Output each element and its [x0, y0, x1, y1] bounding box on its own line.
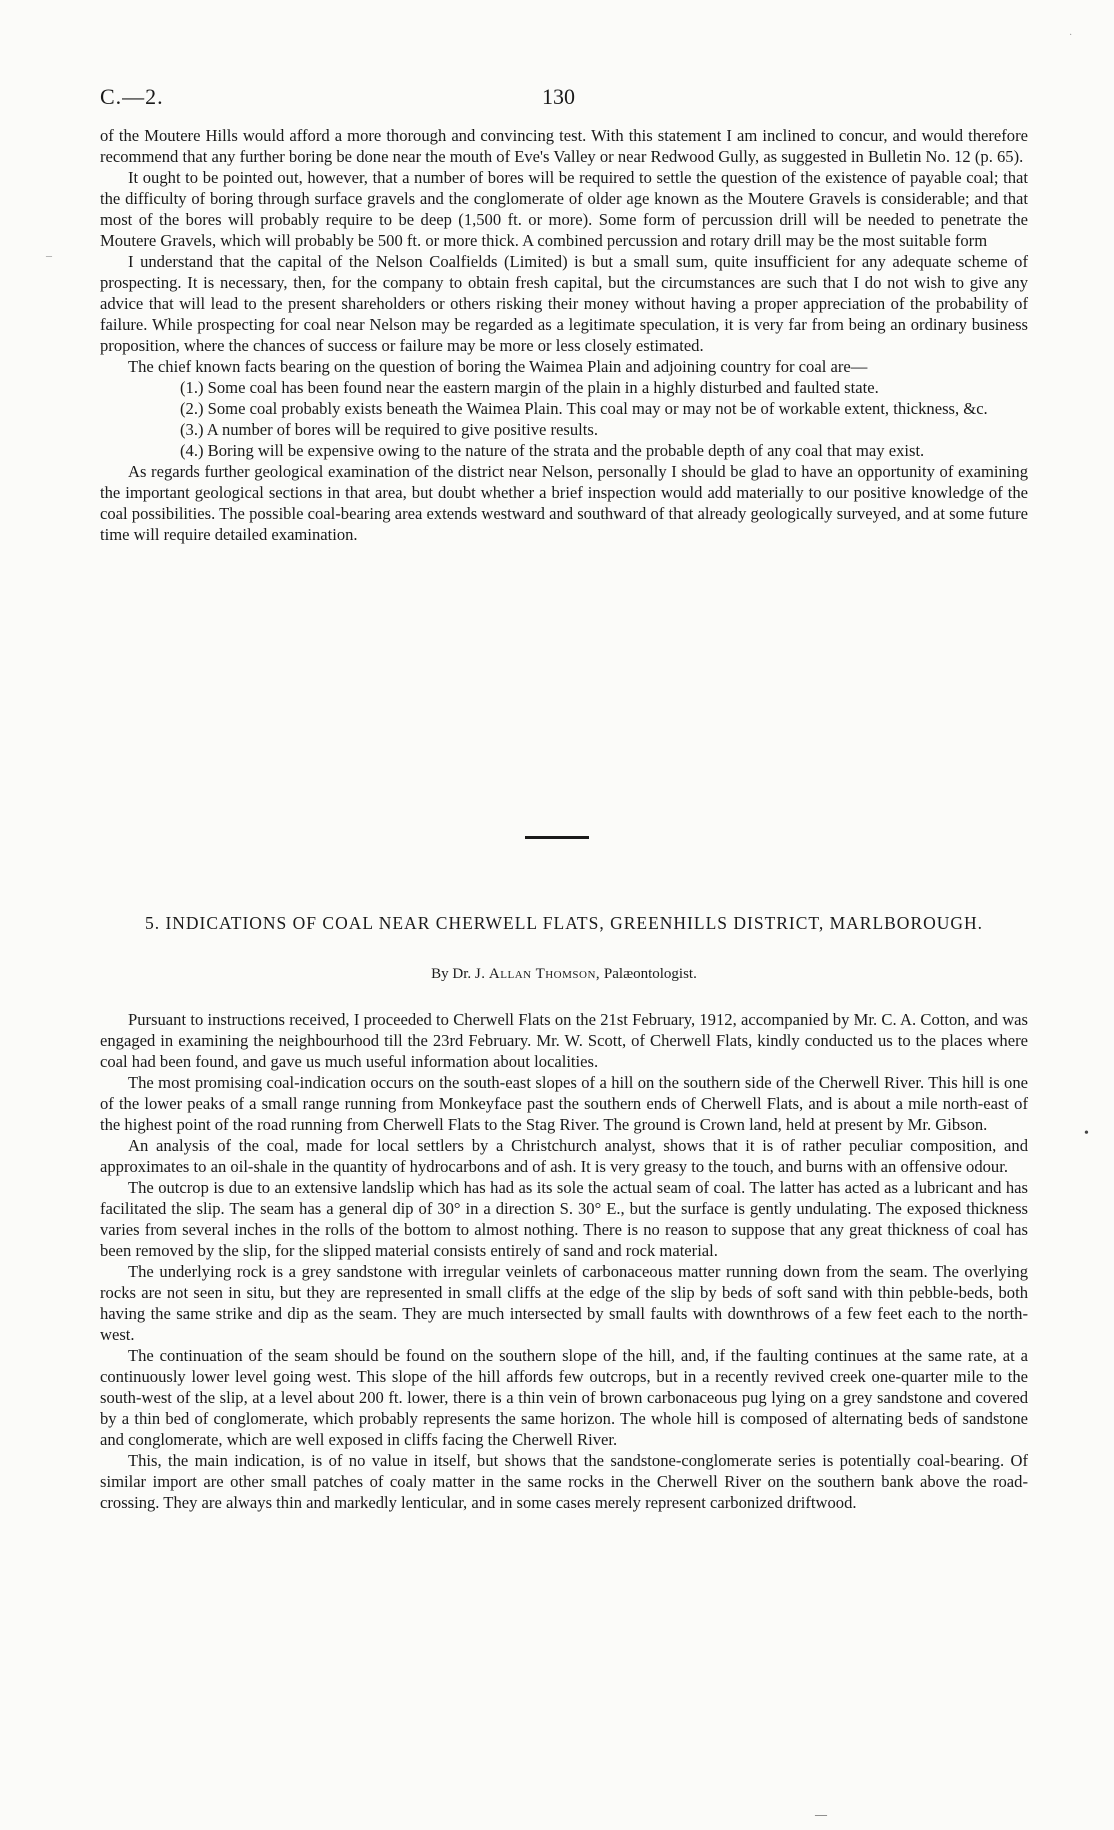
- continued-text: [100, 125, 1028, 545]
- list-item: (4.) Boring will be expensive owing to the nature of the strata and the probable depth of any coal that may exist.: [180, 441, 925, 460]
- paragraph: As regards further geological examination of the district near Nelson, personally I should be glad to have an opportunity of examining the important geological sections in that area, but doubt whether a brief inspection would add materially to our positive knowledge of the coal possibilities. The possible coal-bearing area extends westward and southward of that already geologically surveyed, and at some future time will require detailed examination.: [100, 462, 1028, 544]
- section-divider: [525, 836, 589, 839]
- paragraph: This, the main indication, is of no value in itself, but shows that the sandstone-conglomerate series is potentially coal-bearing. Of similar import are other small patches of coaly matter in the same rocks in the Cherwell River on the southern bank above the road-crossing. They are always thin and markedly lenticular, and in some cases merely represent carbonized driftwood.: [100, 1451, 1028, 1512]
- page-number: 130: [542, 84, 575, 109]
- page-header: [100, 84, 1028, 114]
- section-title: 5. INDICATIONS OF COAL NEAR CHERWELL FLATS, GREENHILLS DISTRICT, MARLBOROUGH.: [144, 913, 984, 933]
- paragraph: I understand that the capital of the Nelson Coalfields (Limited) is but a small sum, quite insufficient for any adequate scheme of prospecting. It is necessary, then, for the company to obtain fresh capital, but the circumstances are such that I do not wish to give any advice that will lead to the present shareholders or others risking their money without having a proper appreciation of the probability of failure. While prospecting for coal near Nelson may be regarded as a legitimate speculation, it is very far from being an ordinary business proposition, where the chances of success or failure may be more or less closely estimated.: [100, 252, 1028, 355]
- paragraph: The chief known facts bearing on the question of boring the Waimea Plain and adjoining country for coal are—: [128, 357, 868, 376]
- paragraph: of the Moutere Hills would afford a more thorough and convincing test. With this statement I am inclined to concur, and would therefore recommend that any further boring be done near the mouth of Eve's Valley or near Redwood Gully, as suggested in Bulletin No. 12 (p. 65).: [100, 126, 1028, 166]
- list-item: (3.) A number of bores will be required to give positive results.: [180, 420, 598, 439]
- footer-mark: —: [815, 1807, 827, 1821]
- paragraph: Pursuant to instructions received, I proceeded to Cherwell Flats on the 21st February, 1912, accompanied by Mr. C. A. Cotton, and was engaged in examining the neighbourhood till the 23rd February. Mr. W. Scott, of Cherwell Flats, kindly conducted us to the places where coal had been found, and gave us much useful information about localities.: [100, 1010, 1028, 1071]
- author-role: Palæontologist.: [603, 966, 697, 982]
- margin-mark: –: [46, 248, 52, 262]
- author-name: J. Allan Thomson,: [474, 966, 601, 982]
- report-code: C.—2.: [100, 84, 164, 109]
- byline-prefix: By Dr.: [431, 966, 472, 982]
- paragraph: The outcrop is due to an extensive landslip which has had as its sole the actual seam of coal. The latter has acted as a lubricant and has facilitated the slip. The seam has a general dip of 30° in a direction S. 30° E., but the surface is gently undulating. The exposed thickness varies from several inches in the rolls of the bottom to almost nothing. There is no reason to suppose that any great thickness of coal has been removed by the slip, for the slipped material consists entirely of sand and rock material.: [100, 1178, 1028, 1260]
- byline: [100, 966, 1028, 983]
- list-item: (2.) Some coal probably exists beneath the Waimea Plain. This coal may or may not be of workable extent, thickness, &c.: [180, 399, 988, 418]
- paragraph: The continuation of the seam should be found on the southern slope of the hill, and, if the faulting continues at the same rate, at a continuously lower level going west. This slope of the hill affords few outcrops, but in a recently revived creek one-quarter mile to the south-west of the slip, at a level about 200 ft. lower, there is a thin vein of brown carbonaceous pug lying on a grey sandstone and covered by a thin bed of conglomerate, which probably represents the same horizon. The whole hill is composed of alternating beds of sandstone and conglomerate, which are well exposed in cliffs facing the Cherwell River.: [100, 1346, 1028, 1449]
- list-item: (1.) Some coal has been found near the eastern margin of the plain in a highly disturbed and faulted state.: [180, 378, 879, 397]
- paragraph: The most promising coal-indication occurs on the south-east slopes of a hill on the southern side of the Cherwell River. This hill is one of the lower peaks of a small range running from Monkeyface past the southern ends of Cherwell Flats, and is about a mile north-east of the highest point of the road running from Cherwell Flats to the Stag River. The ground is Crown land, held at present by Mr. Gibson.: [100, 1073, 1028, 1134]
- paragraph: It ought to be pointed out, however, that a number of bores will be required to settle the question of the existence of payable coal; that the difficulty of boring through surface gravels and the conglomerate of older age known as the Moutere Gravels is considerable; and that most of the bores will probably require to be deep (1,500 ft. or more). Some form of percussion drill will be needed to penetrate the Moutere Gravels, which will probably be 500 ft. or more thick. A combined percussion and rotary drill may be the most suitable form: [100, 168, 1028, 250]
- paragraph: An analysis of the coal, made for local settlers by a Christchurch analyst, shows that it is of rather peculiar composition, and approximates to an oil-shale in the quantity of hydrocarbons and of ash. It is very greasy to the touch, and burns with an offensive odour.: [100, 1136, 1028, 1176]
- facts-list: [100, 377, 1028, 461]
- paragraph: The underlying rock is a grey sandstone with irregular veinlets of carbonaceous matter running down from the seam. The overlying rocks are not seen in situ, but they are represented in small cliffs at the edge of the slip by beds of soft sand with thin pebble-beds, both having the same strike and dip as the seam. They are much intersected by small faults with downthrows of a few feet each to the north-west.: [100, 1262, 1028, 1344]
- page-corner-mark: ·: [1069, 30, 1073, 41]
- margin-mark: •: [1084, 1126, 1089, 1141]
- section-body: [100, 1009, 1028, 1513]
